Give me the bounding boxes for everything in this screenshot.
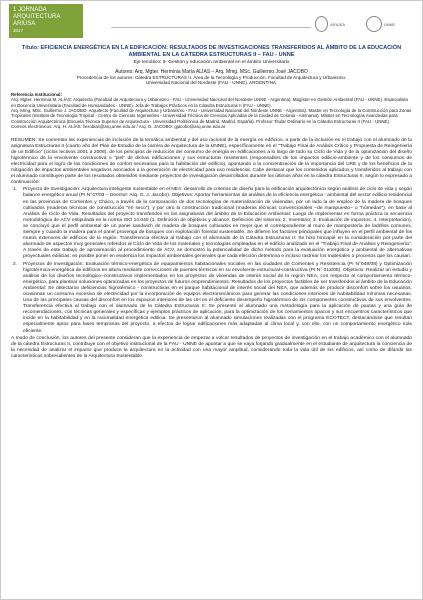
seal-text: UNNE [383,21,396,27]
institutional-reference [11,92,412,130]
reference-emails: Correos electrónicos: Arq. H. ALÍAS: herobias@arq.unne.edu.ar / Arq. G. JACOBO: gjacobo@arq.unne.edu.ar [11,124,226,130]
seal-icon [315,16,328,32]
authors: Autores: Arq. Mgter. Herminia María ALÍAS – Arq. Mmg. MSc. Guillermo José JACOBO [115,68,308,75]
project-item [11,262,412,335]
item-text: Proyectos de Investigación: Evaluación térmico-energética de equipamientos habitacionales sociales en las ciudades de Corrientes y Resistencia (PI N°048/08) y Optimización higrotérmica-energética de edificios en altura mediante correcciones de puentes térmicos en su envolvente estructural-constructiva (PI N° 013/05). Objetivos: Realizar un estudio y análisis de los diseños tecnológico–constructivos implementados en los proyectos de viviendas de interés social de la región NEA, con respecto al comportamiento térmico-energético, para plantear soluciones optimizadas en los proyectos de futuros emprendimientos. Resultados de los proyectos factibles de ser transferidos al ámbito de la Educación Ambiental: Se detectaron deficiencias higrotérmico - constructivas en el parque habitacional de interés social del NEA, que además de producir disconfort sobre los usuarios, ocasionan un consumo excesivo de electricidad por la incorporación de equipos electromecánicos para generar las condiciones interiores de habitabilidad mínimas necesarias. Una de las principales causas del disconfort en los espacios interiores de las UH es el deficiente desempeño higrotérmico de los componentes constructivos de sus envolventes. Transferencia efectiva al trabajo con el alumnado de la Cátedra Estructuras II: Se presentó al alumnado una metodología para la aplicación de pautas y una guía de recomendaciones, con técnicas generales y específicas y ejemplos prácticos de aplicación, para la optimización de los cerramientos opacos y sus encuentros característicos que incide en la habitabilidad y en la racionalidad energética edilicia. Se presentaron al alumnado simulaciones realizadas con el programa ECOTECT, destacándose que resultan especialmente aptos para fases tempranas del proyecto, a efectos de lograr edificaciones más adaptadas al clima local y, con ello, con un comportamiento energético más eficiente. [23,261,412,334]
abstract-intro: RESUMEN: Se comentan las experiencias de inclusión de la temática ambiental y del uso racional de la energía en edificios, a partir de la inclusión en el trabajo con el alumnado de la asignatura Estructuras II (cuarto año del Plan de Estudio de la carrera de Arquitectura de la UNNE), específicamente en el "Trabajo Final de Análisis Crítico y Propuesta de Reingeniería de un Edificio" (ciclos lectivos 2001 a 2008), de los principios de reducción del consumo de energía en edificaciones a lo largo de todo su Ciclo de Vida y de la optimización del diseño higrotérmico de la envolvente constructiva o "piel" de dichas edificaciones y sus estructuras resistentes (responsables de los impactos edilicio-ambiente y de los consumos de electricidad para el logro de las condiciones de confort necesarias para la habitación del edificio), apuntando a la concientización de la importancia del URE y de los beneficios de la mitigación de impactos ambientales negativos asociados a la generación de electricidad para uso residencial. Cabe destacar que los contenidos aplicados y transferidos al trabajo con el alumnado constituyen parte de los resultados obtenidos mediante proyectos de investigación desarrollados durante los últimos años en la cátedra Estructuras II, según lo expresado a continuación: [11,137,412,186]
item-number: 2. [13,261,18,267]
header-divider [111,27,311,28]
title-block [1,41,422,86]
reference-text: Arq. Mmg. MSc. Guillermo J. JACOBO: Arquitecto (Facultad de Arquitectura y Urbanismo - FAU - Universidad Nacional del Nordeste UNNE - Argentina). Master en Tecnología de la Construcción para Zonas Tropicales (Instituto de Tecnología Tropical - Centro de Ciencias Ingenieriles - Universidad Técnica de Ciencias Aplicadas de la Ciudad de Colonia - Alemania). Máster en Tecnologías Avanzadas para Construcción Arquitectónica (Escuela Técnica Superior de Arquitectura - Universidad Politécnica de Madrid, Madrid, España). Profesor Titular Ordinario en la Cátedra Estructuras II (FAU - UNNE). [11,108,412,124]
logo-sub: 2017 [13,28,24,33]
logo-line: ARIUSA [13,21,36,27]
institution-line: Procedencia de los autores: Cátedra ESTRUCTURAS II. Área de la Tecnología y Producción. Facultad de Arquitectura y Urbanismo. [76,74,347,80]
ariusa-seal [315,15,345,33]
logo-line: ARQUITECTURA [13,14,61,20]
item-text: Proyecto de Investigación: Arquitectura inteligente sustentable en el NEA: desarrollo de criterios de diseño para la edificación arquitectónica según análisis de ciclo de vida y según balance energético anual (PI N°47/03 – Director: Arq. G. J. Jacobo). Objetivos: Aportar herramientas de análisis de la eficiencia energética - ambiental del sector edilicio residencial en las provincias de Corrientes y Chaco, a través de la comparación de dos tecnologías de materialización de viviendas, por un lado la de empleo de la madera de bosques cultivados (maderas técnicas de construcción "en seco"), y por otro la construcción tradicional (maderas técnicas convencionales –de mampuesto– o "húmedas"), en base al Análisis de Ciclo de Vida. Resultados del proyecto transferidos en las asignaturas del ámbito de la Educación Ambiental: Luego de implementar en forma práctica la secuencia metodológica de ACV estipulada en la norma ISO 14.040 (1. Definición de objetivos y alcance, Definición del sistema; 2. Inventario; 3. Evaluación de impactos; 4. Interpretación), se concluyó que el perfil ambiental de un panel sandwich de madera de bosques cultivados es mejor que el correspondiente al muro de mampostería de ladrillos comunes, siempre y cuando la madera para el panel provenga de bosques con explotación forestal sustentable. Se difieren los factores principales que influyen en el perfil ambiental de los muros exteriores de edificios de la región. Transferencia efectiva al trabajo con el alumnado de la Cátedra Estructuras II: Se hizo hincapié en la consideración por parte del alumnado de aspectos muy generales referidos al Ciclo de Vida de los materiales y tecnologías empleadas en el edificio analizado en el "Trabajo Final de Análisis y Reingeniería". A través de este trabajo de aproximación al procedimiento de ACV, se demostró la potencialidad de dicho método para la evaluación energética y ambiental de alternativas proyectuales edilicias: es posible poner en evidencia los impactos ambientales generales que cada elección determina e incluso rastrear los materiales o procesos que los causan. [23,187,412,260]
abstract-conclusion: A modo de conclusión, los autores del presente consideran que la experiencia de empezar a volcar resultados de proyectos de investigación en el trabajo académico con el alumnado de la cátedra Estructuras II, contribuye con el objetivo institucional de la FAU - UNNE de apuntar a que se vaya forjando gradualmente en el estudiante de arquitectura la conciencia de la necesidad de analizar el impacto que produce la arquitectura en la actividad con una mayor amplitud, considerando toda la vida útil de los edificios, así como de difundir las características sobresalientes de la Arquitectura Sustentable. [11,335,412,359]
paper-title: Título: EFICIENCIA ENERGÉTICA EN LA EDIFICACIÓN: RESULTADOS DE INVESTIGACIONES TRANSFERIDOS AL ÁMBITO DE LA EDUCACIÓN AMBIENTAL EN LA CÁTEDRA ESTRUCTURAS II – FAU - UNNE [21,45,402,58]
institution-line: Universidad Nacional del Nordeste (FAU - UNNE). ARGENTINA. [145,80,278,86]
abstract [11,138,412,360]
item-number: 1. [13,187,18,193]
seal-text: ARIUSA [330,21,345,27]
jornada-logo [9,4,83,38]
document-header [1,1,422,41]
seal-icon [366,16,382,32]
reference-heading: Referencia Institucional: [11,91,62,97]
reference-text: Arq. Mgter. Herminia M. ALÍAS: Arquitecta (Facultad de Arquitectura y Urbanismo - FAU - Universidad Nacional del Nordeste UNNE - Argentina). Magíster en Gestión Ambiental (FAU - UNNE). Especialista en Docencia Universitaria (Facultad de Humanidades - UNNE). Jefa de Trabajos Prácticos en la Cátedra Estructuras II (FAU - UNNE). [11,97,408,108]
project-item [11,187,412,260]
unne-seal [353,15,408,33]
logo-line: 1 JORNADA [13,7,47,13]
thematic-axis: Eje temático: 5- Gestión y educación ambiental en el ámbito Universitario [133,59,290,65]
